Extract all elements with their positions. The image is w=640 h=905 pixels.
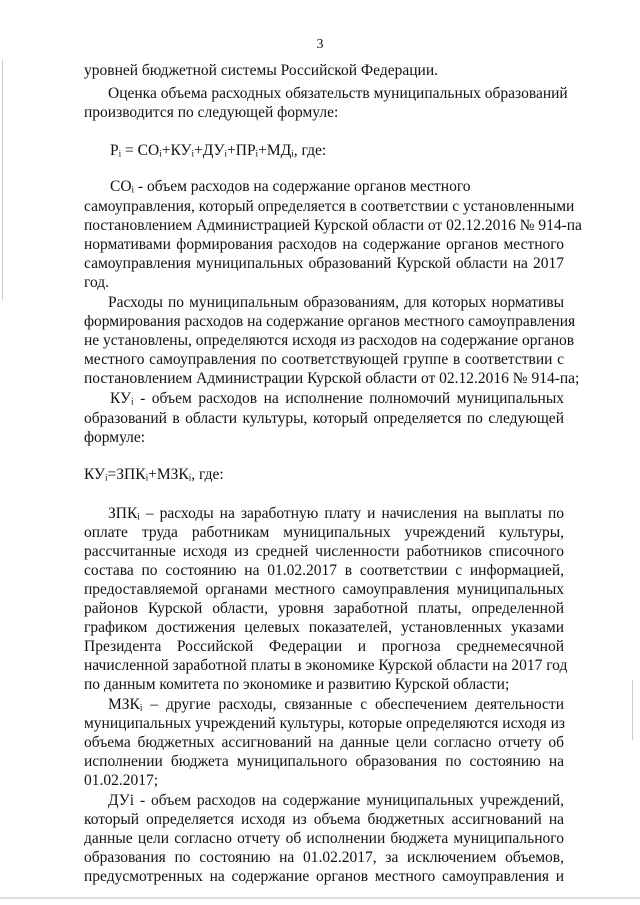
text-line: который определяется исходя из объема бюджетных ассигнований на bbox=[84, 811, 564, 828]
text-line: данные цели согласно отчету об исполнении бюджета муниципального bbox=[84, 830, 564, 847]
text-line: ДУi - объем расходов на содержание муниципальных учреждений, bbox=[108, 792, 564, 809]
text-line: графиком достижения целевых показателей, установленных указами bbox=[84, 619, 564, 636]
scan-bottom-edge bbox=[0, 897, 640, 899]
text-line: оплате труда работникам муниципальных учреждений культуры, bbox=[84, 524, 564, 541]
text-line: постановлением Администрацией Курской области от 02.12.2016 № 914-па bbox=[84, 217, 582, 234]
text-line: образований в области культуры, который определяется по следующей bbox=[84, 410, 564, 427]
page-number: 3 bbox=[316, 37, 324, 52]
text-line: COᵢ - объем расходов на содержание органов местного bbox=[110, 178, 471, 195]
text-line: предусмотренных на содержание органов местного самоуправления и bbox=[84, 868, 564, 885]
text-line: начисленной заработной платы в экономике Курской области на 2017 год bbox=[84, 657, 568, 674]
text-line: КУᵢ - объем расходов на исполнение полномочий муниципальных bbox=[110, 390, 564, 407]
text-line: год. bbox=[84, 274, 110, 291]
text-line: ЗПКᵢ – расходы на заработную плату и начисления на выплаты по bbox=[108, 505, 564, 522]
text-line: формирования расходов на содержание органов местного самоуправления bbox=[84, 313, 576, 330]
text-line: уровней бюджетной системы Российской Федерации. bbox=[84, 62, 438, 79]
text-line: постановлением Администрации Курской области от 02.12.2016 № 914-па; bbox=[84, 370, 580, 387]
text-line: нормативами формирования расходов на содержание органов местного bbox=[84, 236, 564, 253]
text-line: Оценка объема расходных обязательств муниципальных образований bbox=[108, 85, 568, 102]
text-line: рассчитанные исходя из средней численности работников списочного bbox=[84, 543, 564, 560]
text-line: объема бюджетных ассигнований на данные цели согласно отчету об bbox=[84, 734, 564, 751]
text-line: Президента Российской Федерации и прогноза среднемесячной bbox=[84, 638, 564, 655]
text-line: предоставляемой органами местного самоуправления муниципальных bbox=[84, 581, 564, 598]
text-line: самоуправления, который определяется в соответствии с установленными bbox=[84, 198, 575, 215]
text-line: не установлены, определяются исходя из расходов на содержание органов bbox=[84, 332, 575, 349]
text-line: по данным комитета по экономике и развитию Курской области; bbox=[84, 676, 510, 693]
text-line: образования по состоянию на 01.02.2017, за исключением объемов, bbox=[84, 849, 564, 866]
text-line: 01.02.2017; bbox=[84, 772, 159, 789]
text-line: исполнении бюджета муниципального образования по состоянию на bbox=[84, 753, 564, 770]
text-line: муниципальных учреждений культуры, которые определяются исходя из bbox=[84, 715, 566, 732]
text-line: МЗКᵢ – другие расходы, связанные с обеспечением деятельности bbox=[108, 696, 564, 713]
text-line: состава по состоянию на 01.02.2017 в соответствии с информацией, bbox=[84, 562, 564, 579]
text-line: самоуправления муниципальных образований Курской области на 2017 bbox=[84, 255, 564, 272]
formula-ku: КУᵢ=ЗПКᵢ+МЗКᵢ, где: bbox=[84, 466, 224, 483]
text-line: производится по следующей формуле: bbox=[84, 104, 339, 121]
text-line: местного самоуправления по соответствующей группе в соответствии с bbox=[84, 351, 564, 368]
scan-edge-mark bbox=[632, 680, 633, 740]
text-line: Расходы по муниципальным образованиям, для которых нормативы bbox=[108, 294, 564, 311]
text-line: районов Курской области, уровня заработной платы, определенной bbox=[84, 600, 564, 617]
text-line: формуле: bbox=[84, 429, 146, 446]
scan-edge-mark bbox=[2, 60, 3, 300]
formula-main: Pᵢ = COᵢ+КУᵢ+ДУᵢ+ПPᵢ+МДᵢ, где: bbox=[110, 142, 327, 159]
